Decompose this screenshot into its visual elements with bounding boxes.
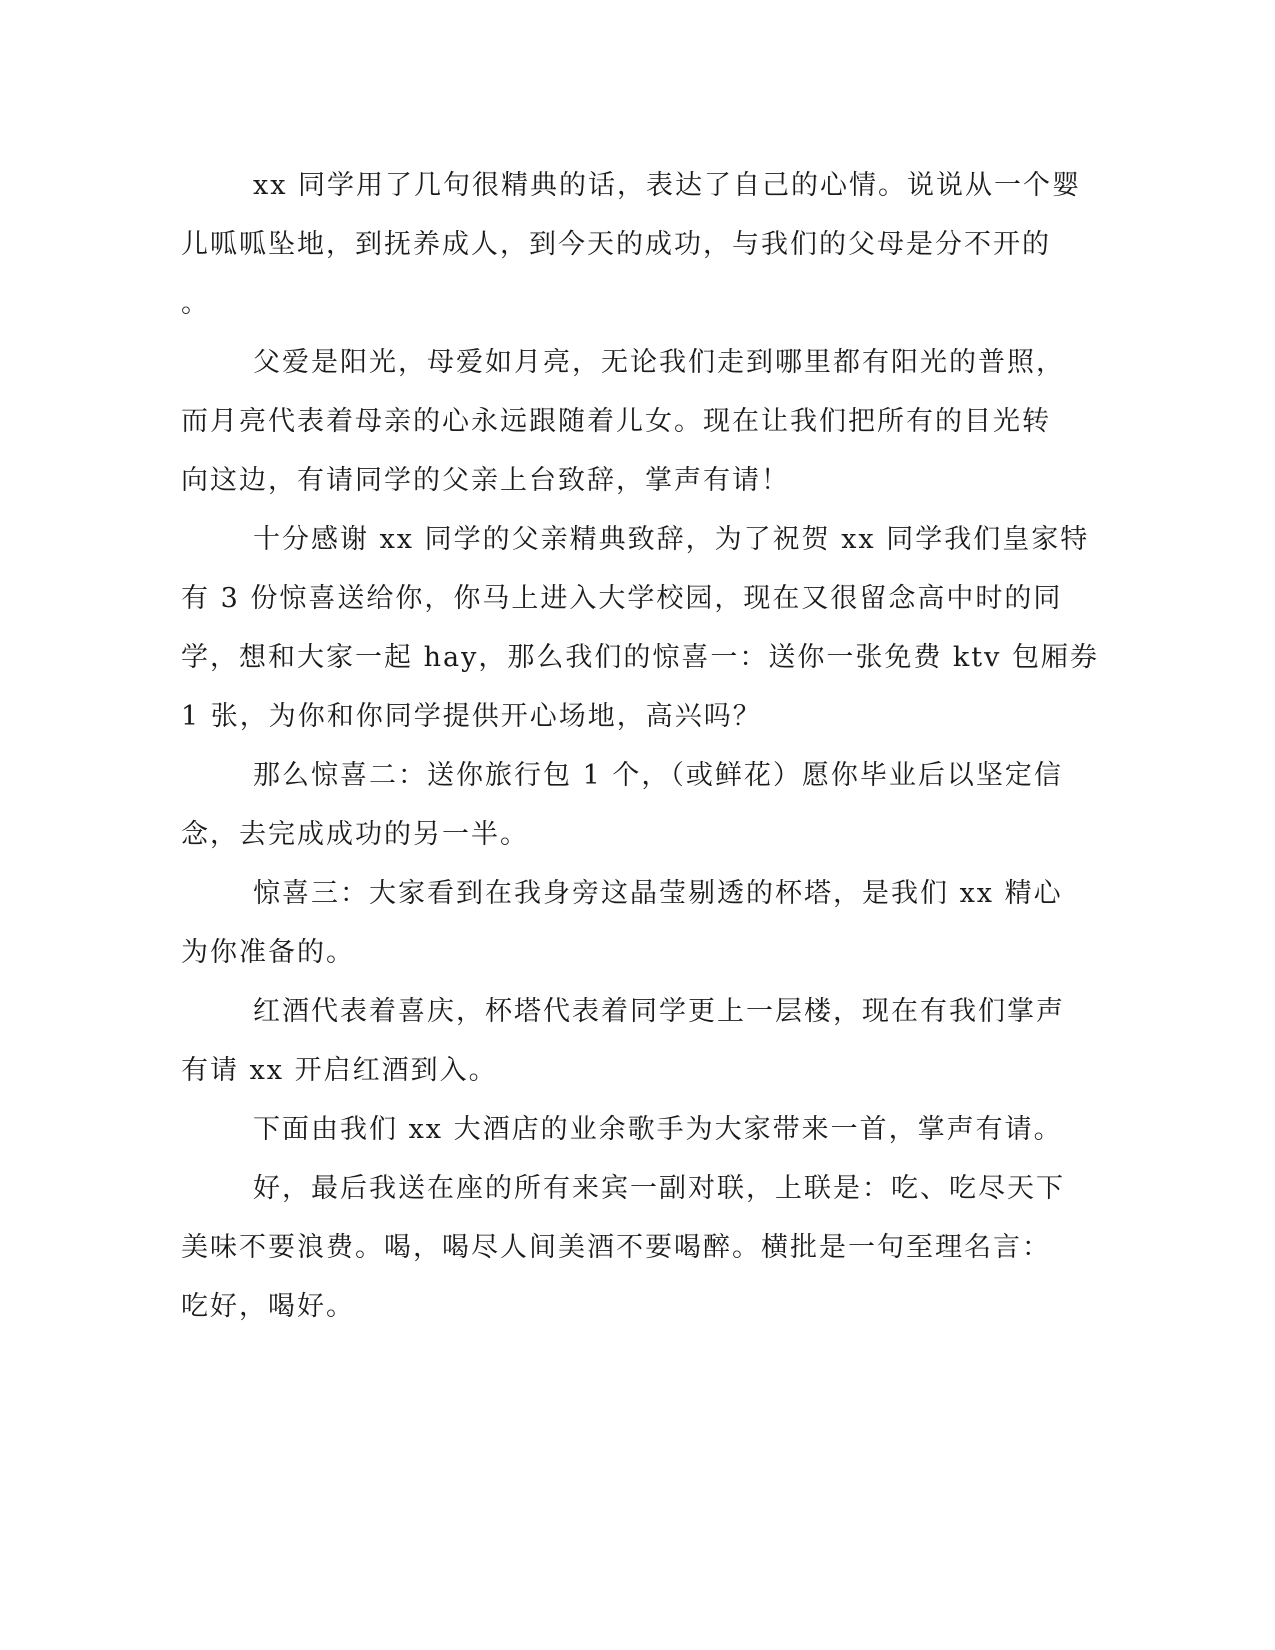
text-line: 那么惊喜二：送你旅行包 1 个，（或鲜花）愿你毕业后以坚定信	[253, 760, 1063, 791]
text-line: 吃好，喝好。	[181, 1291, 355, 1322]
text-line: 1 张，为你和你同学提供开心场地，高兴吗？	[181, 701, 762, 732]
paragraph-3	[181, 510, 1099, 746]
paragraph-6	[181, 982, 1065, 1100]
text-line: 向这边，有请同学的父亲上台致辞，掌声有请！	[181, 465, 790, 496]
text-line: 好，最后我送在座的所有来宾一副对联，上联是：吃、吃尽天下	[253, 1173, 1065, 1204]
text-line: 有 3 份惊喜送给你，你马上进入大学校园，现在又很留念高中时的同	[181, 583, 1063, 614]
text-line: 而月亮代表着母亲的心永远跟随着儿女。现在让我们把所有的目光转	[181, 406, 1051, 437]
paragraph-5	[181, 864, 1063, 982]
text-line: 有请 xx 开启红酒到入。	[181, 1055, 498, 1086]
paragraph-8	[181, 1159, 1065, 1336]
paragraph-4	[181, 746, 1063, 864]
paragraph-2	[181, 333, 1065, 510]
paragraph-1	[181, 156, 1082, 333]
text-line: 学，想和大家一起 hay，那么我们的惊喜一：送你一张免费 ktv 包厢券	[181, 642, 1099, 673]
text-line: xx 同学用了几句很精典的话，表达了自己的心情。说说从一个婴	[253, 170, 1082, 201]
paragraph-7	[181, 1100, 1063, 1159]
text-line: 父爱是阳光，母爱如月亮，无论我们走到哪里都有阳光的普照，	[253, 347, 1065, 378]
text-line: 红酒代表着喜庆，杯塔代表着同学更上一层楼，现在有我们掌声	[253, 996, 1065, 1027]
text-line: 十分感谢 xx 同学的父亲精典致辞，为了祝贺 xx 同学我们皇家特	[253, 524, 1090, 555]
text-line: 为你准备的。	[181, 937, 355, 968]
text-line: 。	[181, 288, 210, 319]
text-line: 儿呱呱坠地，到抚养成人，到今天的成功，与我们的父母是分不开的	[181, 229, 1051, 260]
text-line: 惊喜三：大家看到在我身旁这晶莹剔透的杯塔，是我们 xx 精心	[253, 878, 1063, 909]
document-body	[181, 156, 1099, 1336]
text-line: 下面由我们 xx 大酒店的业余歌手为大家带来一首，掌声有请。	[253, 1114, 1063, 1145]
text-line: 念，去完成成功的另一半。	[181, 819, 529, 850]
text-line: 美味不要浪费。喝，喝尽人间美酒不要喝醉。横批是一句至理名言：	[181, 1232, 1051, 1263]
